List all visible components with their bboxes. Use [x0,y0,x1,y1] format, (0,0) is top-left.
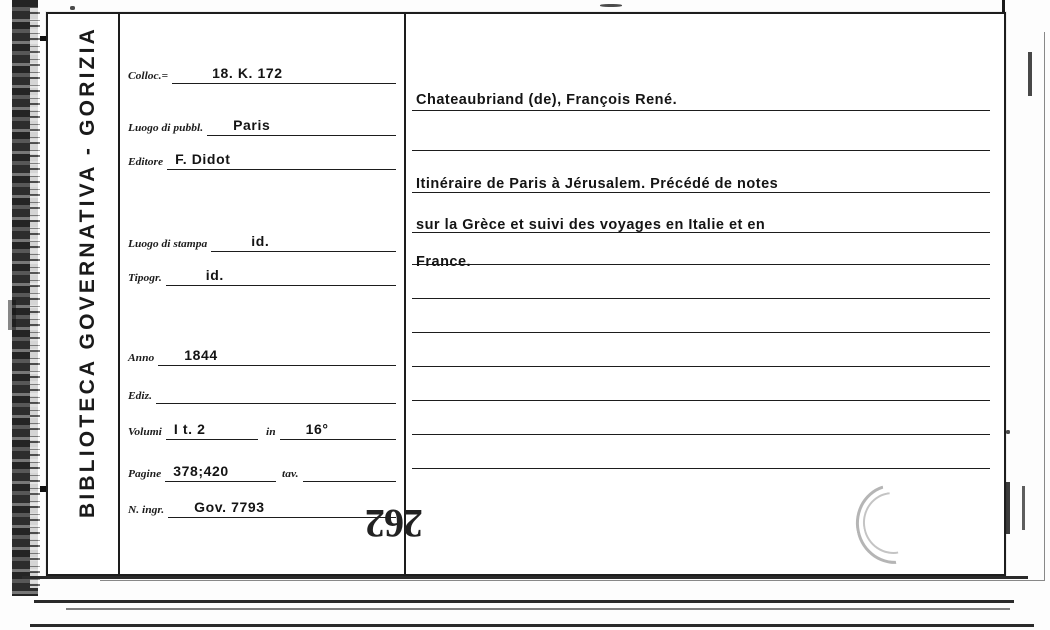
field-plates[interactable] [282,456,396,482]
field-year[interactable] [128,340,396,366]
title-rule [412,400,990,401]
field-format-rule [280,422,396,440]
title-rule [412,110,990,111]
title-rule [412,150,990,151]
field-place-of-printing-label: Luogo di stampa [128,238,208,250]
field-edition[interactable] [128,378,396,404]
author-text: Chateaubriand (de), François René. [416,92,678,108]
field-accession-number[interactable] [128,492,396,518]
field-publisher-rule [167,152,396,170]
bottom-edge-rule-3 [66,608,1010,610]
field-pages[interactable] [128,456,276,482]
field-place-of-publication-label: Luogo di pubbl. [128,122,204,134]
title-rule [412,366,990,367]
bottom-edge-rule-1 [22,576,1028,579]
title-rule [412,332,990,333]
title-line-1: Itinéraire de Paris à Jérusalem. Précédé de notes [416,176,779,192]
field-typographer-label: Tipogr. [128,272,162,284]
card-vertical-rule-center [404,14,406,574]
scan-speck [1006,430,1010,434]
title-rule [412,468,990,469]
catalogue-card [46,12,1006,576]
field-plates-label: tav. [282,468,299,480]
field-format-label: in [266,426,276,438]
scan-speck [600,4,622,7]
edge-tick-mid [8,300,16,330]
field-year-rule [158,348,396,366]
field-place-of-printing-value: id. [251,233,270,249]
field-format-value: 16° [305,421,329,437]
field-collocation-value: 18. K. 172 [212,65,283,81]
field-volumes-value: I t. 2 [173,421,206,437]
field-collocation[interactable] [128,58,396,84]
field-volumes-label: Volumi [128,426,162,438]
field-place-of-printing[interactable] [128,226,396,252]
field-year-label: Anno [128,352,155,364]
field-format[interactable] [266,414,396,440]
field-place-of-publication-value: Paris [233,117,271,133]
field-collocation-rule [172,66,396,84]
field-pages-label: Pagine [128,468,162,480]
field-accession-number-value: Gov. 7793 [194,499,265,515]
field-place-of-publication[interactable] [128,110,396,136]
handwritten-number: 262 [366,501,423,546]
title-rule [412,192,990,193]
field-pages-value: 378;420 [173,463,229,479]
field-collocation-label: Colloc.= [128,70,169,82]
right-margin-mark-upper [1028,52,1032,96]
title-line-2: sur la Grèce et suivi des voyages en Italie et en [416,217,766,233]
field-pages-rule [165,464,276,482]
field-place-of-printing-rule [211,234,396,252]
field-volumes[interactable] [128,414,258,440]
field-typographer-rule [166,268,396,286]
title-line-3: France. [416,254,472,270]
right-margin-mark-lower2 [1022,486,1025,530]
right-margin-mark-lower [1006,482,1010,534]
field-publisher-value: F. Didot [175,151,231,167]
field-accession-number-label: N. ingr. [128,504,165,516]
field-place-of-publication-rule [207,118,396,136]
library-stamp-text: BIBLIOTECA GOVERNATIVA - GORIZIA [76,25,99,519]
film-sprocket-strip [30,8,40,588]
title-rule [412,298,990,299]
field-typographer[interactable] [128,260,396,286]
field-typographer-value: id. [205,267,224,283]
field-edition-rule [156,386,396,404]
bottom-edge-rule-4 [30,624,1034,627]
field-publisher[interactable] [128,144,396,170]
field-volumes-rule [166,422,258,440]
bibliographic-fields [120,14,423,574]
bottom-edge-rule-2 [34,600,1014,603]
title-block [408,14,1004,574]
field-publisher-label: Editore [128,156,164,168]
field-plates-rule [303,464,397,482]
field-year-value: 1844 [184,347,218,363]
title-rule [412,434,990,435]
title-rule [412,264,990,265]
field-accession-number-rule [168,500,396,518]
field-edition-label: Ediz. [128,390,152,402]
scan-speck [70,6,75,10]
